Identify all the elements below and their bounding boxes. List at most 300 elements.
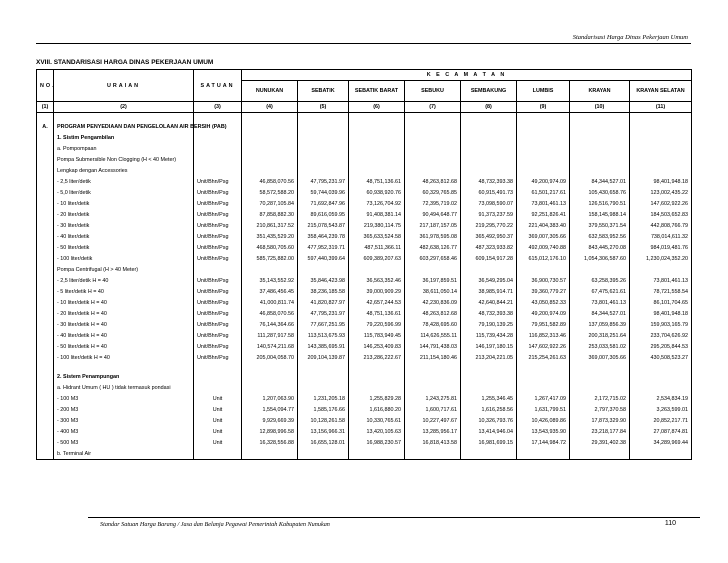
- price-cell: 41,820,827.97: [298, 297, 349, 308]
- price-cell: 29,391,402.38: [570, 437, 630, 448]
- price-cell: 35,143,552.92: [242, 275, 298, 286]
- row-unit: Unit/Bhn/Psg: [194, 198, 242, 209]
- price-cell: [349, 113, 405, 122]
- price-cell: 89,616,059.95: [298, 209, 349, 220]
- price-cell: [242, 371, 298, 382]
- price-cell: 1,554,094.77: [242, 404, 298, 415]
- price-cell: 9,929,669.39: [242, 415, 298, 426]
- price-cell: [298, 132, 349, 143]
- table-row: [37, 363, 692, 371]
- col-header-district: LUMBIS: [517, 81, 570, 102]
- row-number: [37, 437, 54, 448]
- price-cell: [517, 448, 570, 460]
- row-unit: [194, 143, 242, 154]
- row-number: [37, 393, 54, 404]
- price-cell: [298, 264, 349, 275]
- table-row: [37, 242, 692, 253]
- row-description: - 40 liter/detik H = 40: [54, 330, 194, 341]
- row-unit: Unit: [194, 404, 242, 415]
- row-number: [37, 143, 54, 154]
- row-description: a. Pompompaan: [54, 143, 194, 154]
- price-cell: 73,801,461.13: [517, 198, 570, 209]
- col-number: (10): [570, 102, 630, 113]
- price-cell: 10,326,793.76: [461, 415, 517, 426]
- price-cell: 10,227,497.67: [405, 415, 461, 426]
- row-number: [37, 253, 54, 264]
- table-row: [37, 371, 692, 382]
- price-cell: [517, 154, 570, 165]
- price-cell: 219,295,770.22: [461, 220, 517, 231]
- row-number: [37, 415, 54, 426]
- row-description: - 40 liter/detik: [54, 231, 194, 242]
- row-description: - 20 liter/detik: [54, 209, 194, 220]
- price-cell: 158,145,988.14: [570, 209, 630, 220]
- row-number: [37, 363, 54, 371]
- price-cell: 1,243,275.81: [405, 393, 461, 404]
- row-unit: [194, 371, 242, 382]
- row-number: [37, 220, 54, 231]
- header-divider: [36, 43, 691, 44]
- price-cell: 36,900,730.57: [517, 275, 570, 286]
- price-cell: 42,640,844.21: [461, 297, 517, 308]
- table-row: [37, 143, 692, 154]
- row-unit: Unit/Bhn/Psg: [194, 275, 242, 286]
- col-number: (6): [349, 102, 405, 113]
- table-body: [37, 113, 692, 460]
- row-number: [37, 341, 54, 352]
- row-unit: [194, 113, 242, 122]
- row-description: 2. Sistem Penampungan: [54, 371, 194, 382]
- price-cell: 61,501,217.61: [517, 187, 570, 198]
- price-cell: 379,550,371.54: [570, 220, 630, 231]
- table-row: [37, 426, 692, 437]
- row-description: - 2,5 liter/detik H = 40: [54, 275, 194, 286]
- table-row: [37, 448, 692, 460]
- price-cell: 211,154,180.46: [405, 352, 461, 363]
- table-row: [37, 198, 692, 209]
- price-cell: 200,318,251.64: [570, 330, 630, 341]
- col-number: (9): [517, 102, 570, 113]
- row-description: - 400 M3: [54, 426, 194, 437]
- table-row: [37, 113, 692, 122]
- row-number: [37, 231, 54, 242]
- price-cell: 159,903,165.79: [630, 319, 692, 330]
- row-number: A.: [37, 121, 54, 132]
- price-cell: 36,549,295.04: [461, 275, 517, 286]
- price-cell: 84,344,527.01: [570, 176, 630, 187]
- price-cell: 48,751,136.61: [349, 308, 405, 319]
- price-cell: [461, 154, 517, 165]
- price-cell: 632,583,952.56: [570, 231, 630, 242]
- price-cell: 1,255,346.45: [461, 393, 517, 404]
- price-cell: 358,464,239.78: [298, 231, 349, 242]
- price-cell: [461, 165, 517, 176]
- price-cell: 1,267,417.09: [517, 393, 570, 404]
- price-cell: [349, 121, 405, 132]
- price-cell: [461, 121, 517, 132]
- row-description: - 50 liter/detik: [54, 242, 194, 253]
- price-cell: 442,808,766.79: [630, 220, 692, 231]
- price-cell: [570, 113, 630, 122]
- price-cell: 73,126,704.92: [349, 198, 405, 209]
- price-cell: 79,220,596.99: [349, 319, 405, 330]
- table-row: [37, 253, 692, 264]
- price-cell: 1,255,829.28: [349, 393, 405, 404]
- row-unit: Unit/Bhn/Psg: [194, 242, 242, 253]
- price-cell: 105,430,658.76: [570, 187, 630, 198]
- price-cell: 1,585,176.66: [298, 404, 349, 415]
- row-unit: Unit/Bhn/Psg: [194, 286, 242, 297]
- price-cell: 16,988,230.57: [349, 437, 405, 448]
- price-cell: 147,602,922.26: [517, 341, 570, 352]
- price-cell: 47,795,231.97: [298, 176, 349, 187]
- price-cell: 487,511,366.11: [349, 242, 405, 253]
- price-cell: [461, 143, 517, 154]
- col-header-district: KRAYAN: [570, 81, 630, 102]
- row-description: Lengkap dengan Accessories: [54, 165, 194, 176]
- price-cell: 37,486,456.45: [242, 286, 298, 297]
- price-cell: [298, 121, 349, 132]
- price-cell: [298, 363, 349, 371]
- price-cell: 209,104,139.87: [298, 352, 349, 363]
- price-cell: [242, 165, 298, 176]
- row-unit: Unit/Bhn/Psg: [194, 308, 242, 319]
- table-row: [37, 437, 692, 448]
- price-cell: 47,795,231.97: [298, 308, 349, 319]
- row-number: [37, 330, 54, 341]
- price-cell: 215,078,543.87: [298, 220, 349, 231]
- price-cell: 615,012,176.10: [517, 253, 570, 264]
- price-cell: [630, 371, 692, 382]
- price-cell: 48,732,393.38: [461, 176, 517, 187]
- price-cell: [570, 165, 630, 176]
- price-cell: 1,054,306,587.60: [570, 253, 630, 264]
- price-cell: [630, 165, 692, 176]
- row-unit: Unit/Bhn/Psg: [194, 231, 242, 242]
- col-header-district: SEBATIK: [298, 81, 349, 102]
- col-header-district: SEMBAKUNG: [461, 81, 517, 102]
- price-cell: 217,187,157.05: [405, 220, 461, 231]
- price-cell: 41,000,811.74: [242, 297, 298, 308]
- price-cell: [461, 132, 517, 143]
- price-cell: 1,631,799.51: [517, 404, 570, 415]
- price-cell: 16,981,699.15: [461, 437, 517, 448]
- row-description: Pompa Centrifugal (H > 40 Meter): [54, 264, 194, 275]
- price-cell: 91,373,237.59: [461, 209, 517, 220]
- price-cell: 92,251,826.41: [517, 209, 570, 220]
- table-row: [37, 286, 692, 297]
- price-cell: 42,657,244.53: [349, 297, 405, 308]
- price-cell: 843,445,270.08: [570, 242, 630, 253]
- price-cell: 48,732,393.38: [461, 308, 517, 319]
- price-cell: 73,098,590.07: [461, 198, 517, 209]
- price-cell: 86,101,704.65: [630, 297, 692, 308]
- row-description: - 30 liter/detik: [54, 220, 194, 231]
- row-number: [37, 264, 54, 275]
- row-description: - 30 liter/detik H = 40: [54, 319, 194, 330]
- price-cell: [461, 382, 517, 393]
- price-cell: 60,915,491.73: [461, 187, 517, 198]
- row-description: PROGRAM PENYEDIAAN DAN PENGELOLAAN AIR BERSIH (PAB): [54, 121, 194, 132]
- price-cell: 482,638,126.77: [405, 242, 461, 253]
- footer-text: Standar Satuan Harga Barang / Jasa dan Belanja Pegawai Pemerintah Kabupaten Nunukan: [100, 521, 330, 528]
- price-cell: [242, 154, 298, 165]
- price-cell: [517, 165, 570, 176]
- price-cell: [405, 154, 461, 165]
- price-cell: 23,218,177.84: [570, 426, 630, 437]
- price-cell: [461, 363, 517, 371]
- price-cell: [570, 143, 630, 154]
- price-cell: 295,205,844.53: [630, 341, 692, 352]
- row-description: - 100 liter/detik: [54, 253, 194, 264]
- price-cell: 48,263,812.68: [405, 176, 461, 187]
- price-cell: 16,328,556.88: [242, 437, 298, 448]
- price-cell: [349, 165, 405, 176]
- row-description: Pompa Submersible Non Clogging (H < 40 Meter): [54, 154, 194, 165]
- row-number: [37, 154, 54, 165]
- price-cell: 79,190,139.25: [461, 319, 517, 330]
- price-cell: [242, 121, 298, 132]
- price-cell: 73,801,461.13: [630, 275, 692, 286]
- price-cell: 984,019,481.76: [630, 242, 692, 253]
- row-description: b. Terminal Air: [54, 448, 194, 460]
- price-cell: [517, 382, 570, 393]
- row-number: [37, 371, 54, 382]
- table-row: [37, 319, 692, 330]
- price-cell: 1,207,063.90: [242, 393, 298, 404]
- row-unit: Unit/Bhn/Psg: [194, 187, 242, 198]
- price-cell: 361,978,595.08: [405, 231, 461, 242]
- row-unit: Unit/Bhn/Psg: [194, 352, 242, 363]
- row-number: [37, 176, 54, 187]
- price-cell: [405, 143, 461, 154]
- price-cell: [517, 371, 570, 382]
- price-cell: 213,286,222.67: [349, 352, 405, 363]
- price-cell: 468,580,705.60: [242, 242, 298, 253]
- price-cell: 16,655,128.01: [298, 437, 349, 448]
- price-cell: 16,818,413.58: [405, 437, 461, 448]
- table-row: [37, 154, 692, 165]
- row-unit: [194, 363, 242, 371]
- price-table: [36, 69, 692, 460]
- row-number: [37, 404, 54, 415]
- price-cell: [405, 132, 461, 143]
- price-cell: [242, 363, 298, 371]
- table-row: [37, 132, 692, 143]
- row-unit: Unit/Bhn/Psg: [194, 253, 242, 264]
- price-cell: [570, 371, 630, 382]
- price-cell: 210,861,317.52: [242, 220, 298, 231]
- price-cell: 365,492,950.37: [461, 231, 517, 242]
- price-cell: [405, 165, 461, 176]
- price-cell: [630, 121, 692, 132]
- price-cell: 73,801,461.13: [570, 297, 630, 308]
- col-number: (8): [461, 102, 517, 113]
- price-cell: [517, 121, 570, 132]
- price-cell: 609,154,917.28: [461, 253, 517, 264]
- price-cell: [517, 363, 570, 371]
- price-cell: 10,426,089.86: [517, 415, 570, 426]
- price-cell: [298, 371, 349, 382]
- col-header-district: KRAYAN SELATAN: [630, 81, 692, 102]
- price-cell: 184,503,652.83: [630, 209, 692, 220]
- price-cell: 58,572,588.20: [242, 187, 298, 198]
- row-description: - 10 liter/detik H = 40: [54, 297, 194, 308]
- price-cell: 219,380,114.75: [349, 220, 405, 231]
- price-cell: 137,059,856.39: [570, 319, 630, 330]
- col-number: (4): [242, 102, 298, 113]
- row-unit: Unit/Bhn/Psg: [194, 176, 242, 187]
- price-cell: 13,543,935.90: [517, 426, 570, 437]
- row-description: - 100 M3: [54, 393, 194, 404]
- price-cell: [298, 113, 349, 122]
- row-unit: Unit: [194, 393, 242, 404]
- row-unit: Unit/Bhn/Psg: [194, 297, 242, 308]
- price-cell: [242, 132, 298, 143]
- price-cell: [461, 371, 517, 382]
- price-cell: 38,985,914.71: [461, 286, 517, 297]
- price-cell: 39,000,909.29: [349, 286, 405, 297]
- price-cell: [349, 143, 405, 154]
- price-cell: 609,389,207.63: [349, 253, 405, 264]
- price-cell: [461, 113, 517, 122]
- row-unit: Unit/Bhn/Psg: [194, 341, 242, 352]
- price-cell: [461, 448, 517, 460]
- price-cell: 115,739,434.28: [461, 330, 517, 341]
- table-row: [37, 330, 692, 341]
- row-number: [37, 198, 54, 209]
- price-cell: [630, 143, 692, 154]
- price-cell: 738,014,611.32: [630, 231, 692, 242]
- table-row: [37, 231, 692, 242]
- row-number: [37, 275, 54, 286]
- col-number: (7): [405, 102, 461, 113]
- price-cell: [242, 264, 298, 275]
- price-cell: [630, 382, 692, 393]
- row-description: - 10 liter/detik: [54, 198, 194, 209]
- price-cell: [630, 154, 692, 165]
- row-unit: Unit/Bhn/Psg: [194, 209, 242, 220]
- price-cell: 67,475,621.61: [570, 286, 630, 297]
- price-cell: 123,002,435.22: [630, 187, 692, 198]
- row-description: - 5 liter/detik H = 40: [54, 286, 194, 297]
- price-cell: 213,204,221.05: [461, 352, 517, 363]
- price-cell: 13,414,946.04: [461, 426, 517, 437]
- price-cell: 113,513,675.93: [298, 330, 349, 341]
- section-title: XVIII. STANDARISASI HARGA DINAS PEKERJAAN UMUM: [36, 59, 214, 66]
- row-number: [37, 132, 54, 143]
- table-row: [37, 352, 692, 363]
- price-cell: 365,633,524.58: [349, 231, 405, 242]
- col-header-district: NUNUKAN: [242, 81, 298, 102]
- price-cell: 205,004,058.70: [242, 352, 298, 363]
- price-cell: 221,404,383.40: [517, 220, 570, 231]
- price-cell: [630, 113, 692, 122]
- price-cell: 253,033,581.02: [570, 341, 630, 352]
- price-cell: [461, 264, 517, 275]
- price-cell: 585,725,882.00: [242, 253, 298, 264]
- row-number: [37, 242, 54, 253]
- row-unit: [194, 154, 242, 165]
- price-cell: [630, 132, 692, 143]
- price-cell: 487,323,933.82: [461, 242, 517, 253]
- table-row: [37, 209, 692, 220]
- price-cell: 84,344,527.01: [570, 308, 630, 319]
- price-cell: [405, 264, 461, 275]
- table-row: [37, 121, 692, 132]
- row-unit: [194, 264, 242, 275]
- price-cell: 71,692,847.96: [298, 198, 349, 209]
- price-cell: [570, 382, 630, 393]
- price-cell: 2,172,715.02: [570, 393, 630, 404]
- row-number: [37, 286, 54, 297]
- row-description: - 500 M3: [54, 437, 194, 448]
- price-cell: [349, 132, 405, 143]
- row-number: [37, 382, 54, 393]
- price-cell: 351,435,529.20: [242, 231, 298, 242]
- price-cell: [570, 121, 630, 132]
- price-cell: [570, 448, 630, 460]
- price-cell: [570, 154, 630, 165]
- col-number: (11): [630, 102, 692, 113]
- row-unit: Unit: [194, 415, 242, 426]
- price-cell: [570, 264, 630, 275]
- col-header-district: SEBUKU: [405, 81, 461, 102]
- price-cell: [630, 363, 692, 371]
- price-cell: [298, 448, 349, 460]
- price-cell: [570, 363, 630, 371]
- price-cell: [242, 382, 298, 393]
- price-cell: 1,600,717.61: [405, 404, 461, 415]
- price-cell: 35,846,423.98: [298, 275, 349, 286]
- price-cell: 144,791,438.03: [405, 341, 461, 352]
- row-description: [54, 363, 194, 371]
- table-row: [37, 297, 692, 308]
- row-number: [37, 209, 54, 220]
- price-cell: [517, 132, 570, 143]
- price-cell: 10,128,261.58: [298, 415, 349, 426]
- price-cell: 369,007,305.66: [517, 231, 570, 242]
- price-cell: 1,231,205.18: [298, 393, 349, 404]
- price-cell: 77,667,251.95: [298, 319, 349, 330]
- price-cell: [630, 448, 692, 460]
- price-cell: [349, 363, 405, 371]
- price-cell: 477,952,319.71: [298, 242, 349, 253]
- price-cell: 2,797,370.58: [570, 404, 630, 415]
- row-unit: Unit/Bhn/Psg: [194, 220, 242, 231]
- price-cell: 430,508,523.27: [630, 352, 692, 363]
- price-cell: [405, 363, 461, 371]
- price-cell: [570, 132, 630, 143]
- price-cell: [405, 121, 461, 132]
- price-cell: [298, 382, 349, 393]
- running-header: Standarisasi Harga Dinas Pekerjaan Umum: [572, 34, 688, 41]
- price-cell: 72,395,719.02: [405, 198, 461, 209]
- col-header-uraian: URAIAN: [54, 70, 194, 102]
- price-cell: [405, 448, 461, 460]
- price-cell: 115,783,949.45: [349, 330, 405, 341]
- row-description: - 20 liter/detik H = 40: [54, 308, 194, 319]
- price-cell: 63,258,395.26: [570, 275, 630, 286]
- row-description: - 100 liter/detik H = 40: [54, 352, 194, 363]
- price-cell: 146,197,180.15: [461, 341, 517, 352]
- price-cell: 3,263,599.01: [630, 404, 692, 415]
- price-cell: [517, 264, 570, 275]
- price-cell: 1,616,880.20: [349, 404, 405, 415]
- table-row: [37, 176, 692, 187]
- price-cell: 13,285,956.17: [405, 426, 461, 437]
- row-description: - 50 liter/detik H = 40: [54, 341, 194, 352]
